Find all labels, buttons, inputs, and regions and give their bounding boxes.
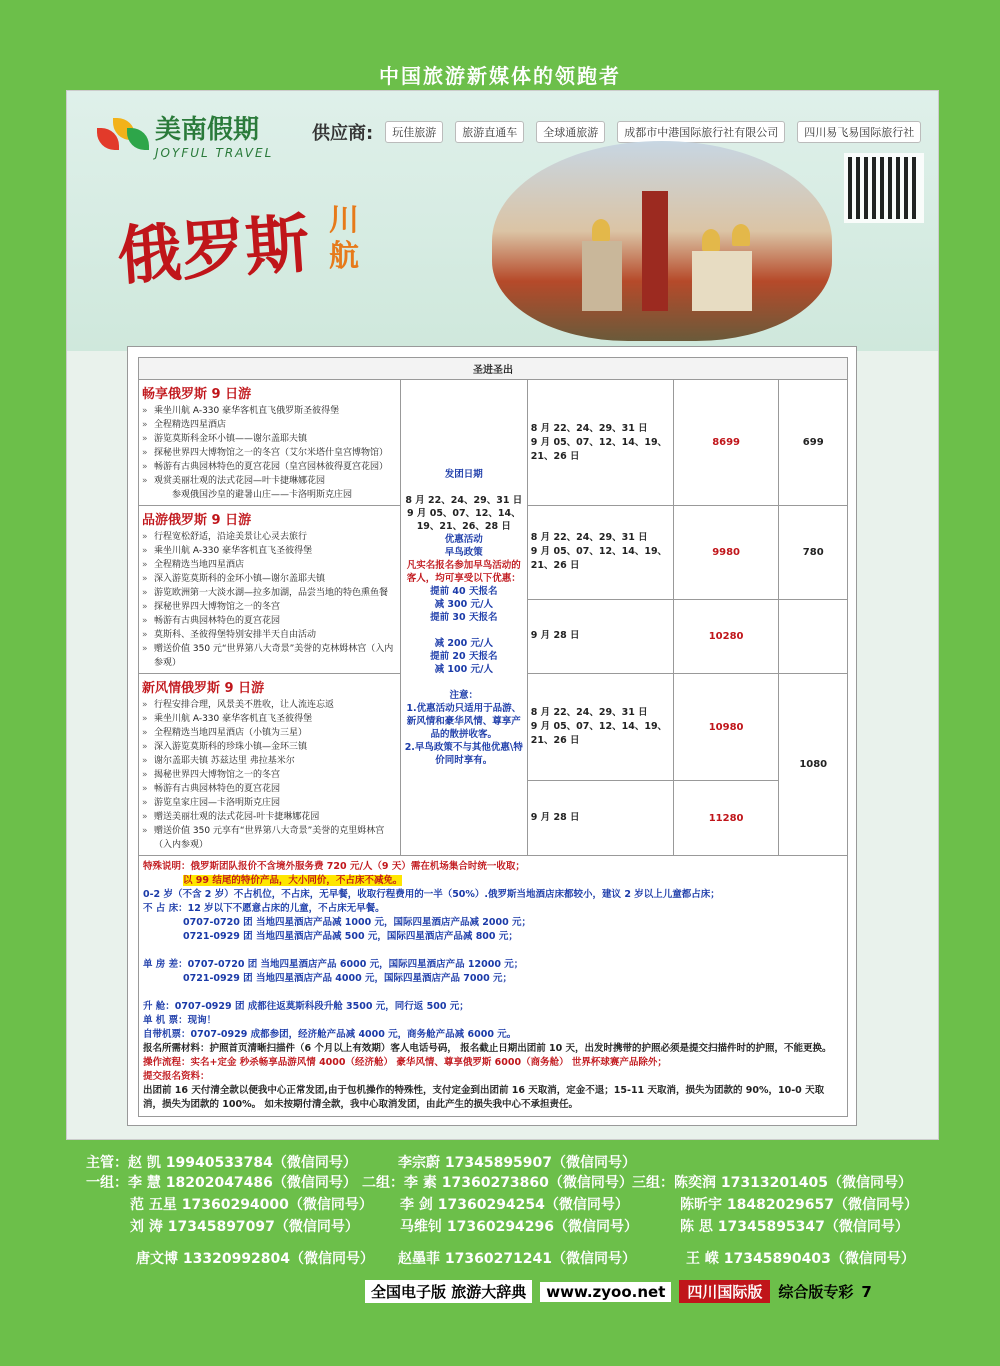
- notes-cell: [139, 856, 848, 1117]
- top-slogan: 中国旅游新媒体的领跑者: [379, 64, 621, 88]
- promo-title: 发团日期: [444, 469, 483, 480]
- contact-line: 范 五星 17360294000（微信同号）: [130, 1197, 373, 1213]
- note-highlight: 以 99 结尾的特价产品，大小同价，不占床不减免。: [183, 875, 403, 886]
- leaf-logo-icon: [97, 114, 149, 156]
- promo-cell: [400, 380, 527, 856]
- contact-line: 陈 思 17345895347（微信同号）: [680, 1219, 909, 1235]
- dates-cell: 8 月 22、24、29、31 日 9 月 05、07、12、14、19、21、26 日: [527, 380, 673, 506]
- contact-line: 陈昕宇 18482029657（微信同号）: [680, 1197, 919, 1213]
- suppliers: [312, 119, 921, 145]
- contact-line: 主管：赵 凯 19940533784（微信同号）: [86, 1155, 357, 1171]
- itinerary-box: [127, 346, 857, 1126]
- promo-line: 减 200 元/人: [434, 638, 493, 649]
- contact-line: 马维钊 17360294296（微信同号）: [400, 1219, 639, 1235]
- qr-code-icon: [844, 153, 924, 223]
- brand-logo: [97, 109, 273, 160]
- list-item: » 畅游有古典园林特色的夏宫花园: [142, 614, 397, 628]
- list-item: » 游览莫斯科金环小镇——谢尔盖耶夫镇: [142, 432, 397, 446]
- list-item: » 全程精选四星酒店: [142, 418, 397, 432]
- promo-line: 减 300 元/人: [434, 599, 493, 610]
- contact-line: 唐文博 13320992804（微信同号）: [136, 1251, 375, 1267]
- promo-early: 早鸟政策: [444, 547, 483, 558]
- note-line: 提交报名资料：: [143, 1071, 210, 1082]
- promo-note: 1.优惠活动只适用于品游、新风情和豪华风情、尊享产品的散拼收客。: [406, 703, 522, 740]
- price-cell: 11280: [673, 781, 779, 856]
- contact-line: 李宗蔚 17345895907（微信同号）: [398, 1155, 637, 1171]
- kremlin-photo: [492, 141, 832, 341]
- dates-cell: 9 月 28 日: [527, 781, 673, 856]
- supplier-logo: 四川易飞易国际旅行社: [797, 121, 921, 143]
- supplier-logo: 全球通旅游: [536, 121, 605, 143]
- supplier-logo: 玩佳旅游: [385, 121, 443, 143]
- note-line: 0721-0929 团 当地四星酒店产品 4000 元，国际四星酒店产品 7000 元；: [183, 973, 513, 984]
- list-item: » 赠送价值 350 元“世界第八大奇景”美誉的克林姆林宫（入内参观）: [142, 642, 397, 670]
- list-item: » 行程安排合理，风景美不胜收，让人流连忘返: [142, 698, 397, 712]
- promo-line: 提前 30 天报名: [430, 612, 498, 623]
- promo-line: 减 100 元/人: [434, 664, 493, 675]
- contact-line: 李 剑 17360294254（微信同号）: [400, 1197, 629, 1213]
- list-item: 参观俄国沙皇的避暑山庄——卡洛明斯克庄园: [172, 490, 353, 500]
- footer-edition: 四川国际版: [679, 1280, 770, 1303]
- dates-cell: 9 月 28 日: [527, 599, 673, 673]
- note-line: 报名所需材料：护照首页清晰扫描件（6 个月以上有效期）客人电话号码， 报名截止日期出团前 10 天，出发时携带的护照必须是提交扫描件时的护照，不能更换。: [143, 1043, 832, 1054]
- list-item: » 赠送美丽壮观的法式花园-叶卡捷琳娜花园: [142, 810, 397, 824]
- supplier-logo: 旅游直通车: [455, 121, 524, 143]
- title-russia: 俄罗斯: [115, 206, 312, 295]
- brand-subtitle: JOYFUL TRAVEL: [155, 146, 274, 160]
- product-title: 新风情俄罗斯 9 日游: [142, 681, 265, 696]
- list-item: » 莫斯科、圣彼得堡特别安排半天自由活动: [142, 628, 397, 642]
- note-line: 0-2 岁（不含 2 岁）不占机位，不占床，无早餐，收取行程费用的一半（50%）.俄罗斯当地酒店床都较小，建议 2 岁以上儿童都占床；: [143, 889, 720, 900]
- promo-dates: 8 月 22、24、29、31 日: [405, 495, 523, 506]
- list-item: » 游览欧洲第一大淡水湖—拉多加湖，品尝当地的特色熏鱼餐: [142, 586, 397, 600]
- extra-cell: 780: [779, 506, 848, 600]
- table-header: 圣进圣出: [139, 358, 848, 380]
- note-line: 自带机票：0707-0929 成都参团，经济舱产品减 4000 元，商务舱产品减 6000 元。: [143, 1029, 517, 1040]
- contacts: [0, 1150, 1000, 1270]
- contact-line: 三组：陈奕润 17313201405（微信同号）: [632, 1175, 913, 1191]
- note-line: 0707-0720 团 当地四星酒店产品减 1000 元，国际四星酒店产品减 2000 元；: [183, 917, 532, 928]
- price-cell: 9980: [673, 506, 779, 600]
- dates-cell: 8 月 22、24、29、31 日 9 月 05、07、12、14、19、21、26 日: [527, 506, 673, 600]
- promo-line: 提前 20 天报名: [430, 651, 498, 662]
- note-line: 出团前 16 天付清全款以便我中心正常发团,由于包机操作的特殊性，支付定金到出团前 16 天取消，定金不退；15-11 天取消，损失为团款的 90%，10-0 天取消，损失为团款的 100%。 如未按期付清全款，我中心取消发团，由此产生的损失我中心不承担责任。: [143, 1085, 825, 1110]
- list-item: » 全程精选当地四星酒店: [142, 558, 397, 572]
- page-number: 7: [861, 1282, 872, 1301]
- contact-line: 赵墨菲 17360271241（微信同号）: [398, 1251, 637, 1267]
- note-line: 单 房 差：0707-0720 团 当地四星酒店产品 6000 元，国际四星酒店产品 12000 元；: [143, 959, 524, 970]
- list-item: » 行程宽松舒适，沿途美景让心灵去旅行: [142, 530, 397, 544]
- list-item: » 深入游览莫斯科的金环小镇—谢尔盖耶夫镇: [142, 572, 397, 586]
- list-item: » 探秘世界四大博物馆之一的冬宫（艾尔米塔什皇宫博物馆）: [142, 446, 397, 460]
- promo-line: 提前 40 天报名: [430, 586, 498, 597]
- extra-cell: 1080: [779, 674, 848, 856]
- footer-edition-text: 全国电子版 旅游大辞典: [365, 1280, 532, 1303]
- list-item: » 畅游有古典园林特色的夏宫花园: [142, 782, 397, 796]
- footer-column: 综合版专彩: [778, 1283, 854, 1301]
- price-cell: 10980: [673, 674, 779, 781]
- price-cell: 10280: [673, 599, 779, 673]
- contact-line: 一组：李 慧 18202047486（微信同号）: [86, 1175, 357, 1191]
- promo-note: 注意：: [449, 690, 479, 701]
- list-item: » 赠送价值 350 元享有“世界第八大奇景”美誉的克里姆林宫（入内参观）: [142, 824, 397, 852]
- contact-line: 二组：李 素 17360273860（微信同号）: [362, 1175, 633, 1191]
- list-item: » 深入游览莫斯科的珍珠小镇—金环三镇: [142, 740, 397, 754]
- note-line: 0721-0929 团 当地四星酒店产品减 500 元，国际四星酒店产品减 800 元；: [183, 931, 518, 942]
- promo-rule: 凡实名报名参加早鸟活动的客人，均可享受以下优惠：: [406, 560, 521, 584]
- note-line: 操作流程：实名+定金 秒杀畅享品游风情 4000（经济舱） 豪华风情、尊享俄罗斯 6000（商务舱） 世界杯球赛产品除外；: [143, 1057, 667, 1068]
- note-line: 单 机 票：现询！: [143, 1015, 217, 1026]
- title-airline: 川航: [329, 203, 359, 274]
- product-cell: [139, 674, 401, 856]
- list-item: » 探秘世界四大博物馆之一的冬宫: [142, 600, 397, 614]
- brand-name: 美南假期: [155, 115, 260, 145]
- promo-note: 2.早鸟政策不与其他优惠\特价同时享有。: [404, 742, 523, 766]
- footer-url[interactable]: www.zyoo.net: [540, 1282, 671, 1302]
- product-cell: [139, 380, 401, 506]
- extra-cell: [779, 599, 848, 673]
- contact-line: 刘 涛 17345897097（微信同号）: [130, 1219, 359, 1235]
- promo-dates: 9 月 05、07、12、14、19、21、26、28 日: [406, 508, 521, 532]
- supplier-logo: 成都市中港国际旅行社有限公司: [617, 121, 785, 143]
- extra-cell: 699: [779, 380, 848, 506]
- suppliers-label: 供应商:: [312, 123, 374, 144]
- poster: [66, 90, 939, 1140]
- list-item: » 谢尔盖耶夫镇 苏兹达里 弗拉基米尔: [142, 754, 397, 768]
- note-line: 升 舱：0707-0929 团 成都往返莫斯科段升舱 3500 元，同行返 500 元；: [143, 1001, 469, 1012]
- product-cell: [139, 506, 401, 674]
- list-item: » 畅游有古典园林特色的夏宫花园（皇宫园林彼得夏宫花园）: [142, 460, 397, 474]
- product-title: 品游俄罗斯 9 日游: [142, 513, 252, 528]
- list-item: » 游览皇家庄园—卡洛明斯克庄园: [142, 796, 397, 810]
- footer: [365, 1280, 872, 1303]
- product-title: 畅享俄罗斯 9 日游: [142, 387, 252, 402]
- note-line: 特殊说明：俄罗斯团队报价不含境外服务费 720 元/人（9 天）需在机场集合时统一收取；: [143, 861, 525, 872]
- itinerary-table: [138, 357, 848, 1117]
- list-item: » 揭秘世界四大博物馆之一的冬宫: [142, 768, 397, 782]
- list-item: » 乘坐川航 A-330 豪华客机直飞俄罗斯圣彼得堡: [142, 404, 397, 418]
- list-item: » 乘坐川航 A-330 豪华客机直飞圣彼得堡: [142, 712, 397, 726]
- dates-cell: 8 月 22、24、29、31 日 9 月 05、07、12、14、19、21、26 日: [527, 674, 673, 781]
- contact-line: 王 嵘 17345890403（微信同号）: [686, 1251, 915, 1267]
- price-cell: 8699: [673, 380, 779, 506]
- list-item: » 乘坐川航 A-330 豪华客机直飞圣彼得堡: [142, 544, 397, 558]
- promo-early: 优惠活动: [444, 534, 483, 545]
- note-line: 不 占 床：12 岁以下不愿意占床的儿童，不占床无早餐。: [143, 903, 385, 914]
- list-item: » 观赏美丽壮观的法式花园—叶卡捷琳娜花园: [142, 474, 397, 488]
- list-item: » 全程精选当地四星酒店（小镇为三星）: [142, 726, 397, 740]
